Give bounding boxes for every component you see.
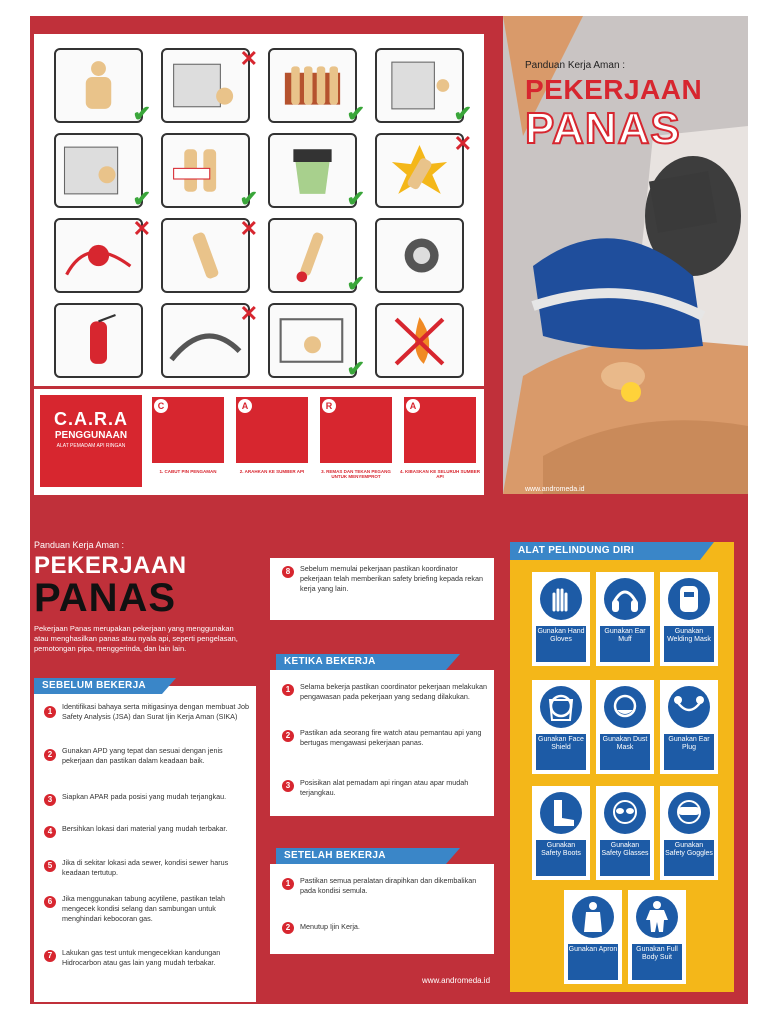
regulator-hose-icon: ✕ — [54, 218, 143, 293]
ppe-welding-mask — [660, 572, 718, 666]
sebelum-item-7: Lakukan gas test untuk mengecekkan kandungan Hidrocarbon atau gas lain yang mudah terbakar. — [62, 948, 221, 967]
ppe-safety-boots — [532, 786, 590, 880]
no-fire-flames-icon — [375, 303, 464, 378]
ppe-label: Gunakan Safety Glasses — [600, 840, 650, 876]
ppe-label: Gunakan Dust Mask — [600, 734, 650, 770]
bottom-title-2: PANAS — [34, 576, 177, 620]
gloves-icon — [540, 578, 582, 620]
tank-inspection-icon: ✔ — [375, 48, 464, 123]
cara-subtitle: PENGGUNAAN — [54, 430, 128, 441]
bottom-subtitle: Panduan Kerja Aman : — [34, 540, 125, 550]
cover-title-1: PEKERJAAN — [525, 74, 703, 105]
welding-mask-icon — [668, 578, 710, 620]
ppe-label: Gunakan Face Shield — [536, 734, 586, 770]
ppe-label: Gunakan Apron — [568, 944, 618, 980]
bottom-website: www.andromeda.id — [422, 976, 491, 985]
apd-header: ALAT PELINDUNG DIRI — [510, 542, 700, 560]
step-number: 2 — [44, 749, 56, 761]
sebelum-item-3: Siapkan APAR pada posisi yang mudah terjangkau. — [62, 792, 227, 801]
cover-title-2: PANAS — [525, 104, 681, 153]
cara-tiny: ALAT PEMADAM API RINGAN — [56, 443, 126, 449]
step-letter: C — [154, 399, 168, 413]
step-number: 3 — [282, 780, 294, 792]
boots-icon — [540, 792, 582, 834]
step-number: 1 — [282, 684, 294, 696]
cara-step-1 — [150, 395, 226, 465]
welding-inside-tank-icon: ✔ — [54, 133, 143, 208]
ppe-label: Gunakan Full Body Suit — [632, 944, 682, 980]
dust-mask-icon — [604, 686, 646, 728]
sebelum-item-5: Jika di sekitar lokasi ada sewer, kondisi sewer harus keadaan tertutup. — [62, 858, 229, 877]
setelah-header: SETELAH BEKERJA — [276, 848, 446, 864]
apd-panel — [510, 542, 734, 992]
ppe-label: Gunakan Hand Gloves — [536, 626, 586, 662]
sebelum-item-2: Gunakan APD yang tepat dan sesuai dengan jenis pekerjaan dan pastikan dalam keadaan baik. — [62, 746, 223, 765]
pictogram-grid — [54, 46, 472, 381]
cylinder-explosion-icon: ✕ — [375, 133, 464, 208]
cylinder-handling-wrong-icon: ✕ — [161, 218, 250, 293]
face-shield-pictogram-icon: ✔ — [268, 133, 357, 208]
sebelum-header: SEBELUM BEKERJA — [34, 678, 162, 694]
sebelum-item-4: Bersihkan lokasi dari material yang mudah terbakar. — [62, 824, 228, 833]
worker-coverall-icon: ✔ — [54, 48, 143, 123]
step-number: 4 — [44, 826, 56, 838]
cara-step-3 — [318, 395, 394, 465]
ppe-apron — [564, 890, 622, 984]
goggles-icon — [668, 792, 710, 834]
ppe-ear-plug — [660, 680, 718, 774]
cara-step-2-caption: 2. ARAHKAN KE SUMBER API — [239, 469, 305, 474]
step-number: 8 — [282, 566, 294, 578]
cara-step-2 — [234, 395, 310, 465]
ketika-item-3: Posisikan alat pemadam api ringan atau apar mudah terjangkau. — [300, 778, 469, 797]
cover-panel — [503, 16, 748, 494]
apron-icon — [572, 896, 614, 938]
ketika-item-2: Pastikan ada seorang fire watch atau pemantau api yang bertugas mengawasi pekerjaan panas. — [300, 728, 482, 747]
ear-muff-icon — [604, 578, 646, 620]
ppe-label: Gunakan Ear Plug — [664, 734, 714, 770]
ppe-ear-muff — [596, 572, 654, 666]
ppe-label: Gunakan Ear Muff — [600, 626, 650, 662]
cara-panel — [34, 389, 484, 495]
ppe-safety-goggles — [660, 786, 718, 880]
ketika-item-1: Selama bekerja pastikan coordinator pekerjaan melakukan pengawasan pada pekerjaan yang sedang dilakukan. — [300, 682, 487, 701]
face-shield-icon — [540, 686, 582, 728]
hose-cable-icon: ✕ — [161, 303, 250, 378]
step-number: 1 — [282, 878, 294, 890]
cara-title-box — [40, 395, 142, 487]
setelah-item-1: Pastikan semua peralatan dirapihkan dan dikembalikan pada kondisi semula. — [300, 876, 477, 895]
cara-step-4-caption: 4. KIBASKAN KE SELURUH SUMBER API — [400, 469, 481, 479]
step-number: 5 — [44, 860, 56, 872]
step-number: 2 — [282, 730, 294, 742]
step-letter: A — [406, 399, 420, 413]
glasses-icon — [604, 792, 646, 834]
ppe-full-body-suit — [628, 890, 686, 984]
step-number: 2 — [282, 922, 294, 934]
gas-cylinder-rack-icon: ✔ — [268, 48, 357, 123]
bottom-title-1: PEKERJAAN — [34, 552, 187, 579]
fire-extinguisher-icon — [54, 303, 143, 378]
sebelum-item-8: Sebelum memulai pekerjaan pastikan koordinator pekerjaan telah memberikan safety briefing kepada rekan kerja yang lain. — [300, 564, 483, 593]
step-number: 7 — [44, 950, 56, 962]
body-suit-icon — [636, 896, 678, 938]
ppe-face-shield — [532, 680, 590, 774]
setelah-item-2: Menutup Ijin Kerja. — [300, 922, 360, 931]
step-number: 3 — [44, 794, 56, 806]
step-letter: R — [322, 399, 336, 413]
intro-text: Pekerjaan Panas merupakan pekerjaan yang menggunakan atau menghasilkan panas atau nyala api, seperti pengelasan, pemotongan pipa, menggerinda, dan lain lain. — [34, 624, 238, 653]
welding-machine-icon — [375, 218, 464, 293]
welding-shelter-icon: ✔ — [268, 303, 357, 378]
step-number: 1 — [44, 706, 56, 718]
cara-title: C.A.R.A — [54, 409, 128, 429]
cara-step-3-caption: 3. REMAS DAN TEKAN PEGANG UNTUK MENYEMPROT — [321, 469, 391, 479]
cover-subtitle: Panduan Kerja Aman : — [525, 60, 626, 71]
welding-at-tank-icon: ✕ — [161, 48, 250, 123]
safety-pictogram-panel — [34, 34, 484, 386]
cara-step-4 — [402, 395, 478, 465]
step-number: 6 — [44, 896, 56, 908]
ppe-dust-mask — [596, 680, 654, 774]
sebelum-item-6: Jika menggunakan tabung acytilene, pastikan telah mengecek kondisi selang dan sambungan untuk menghindari kebocoran gas. — [62, 894, 226, 923]
ppe-safety-glasses — [596, 786, 654, 880]
cara-step-1-caption: 1. CABUT PIN PENGAMAN — [159, 469, 217, 474]
ppe-label: Gunakan Safety Boots — [536, 840, 586, 876]
cylinder-trolley-icon: ✔ — [268, 218, 357, 293]
ketika-header: KETIKA BEKERJA — [276, 654, 446, 670]
sebelum-item-1: Identifikasi bahaya serta mitigasinya dengan membuat Job Safety Analysis (JSA) dan Surat Ijin Kerja Aman (SIKA) — [62, 702, 249, 721]
ppe-gloves — [532, 572, 590, 666]
ppe-label: Gunakan Safety Goggles — [664, 840, 714, 876]
ear-plug-icon — [668, 686, 710, 728]
cylinder-tag-icon: ✔ — [161, 133, 250, 208]
step-letter: A — [238, 399, 252, 413]
ppe-label: Gunakan Welding Mask — [664, 626, 714, 662]
cover-website: www.andromeda.id — [525, 486, 585, 493]
